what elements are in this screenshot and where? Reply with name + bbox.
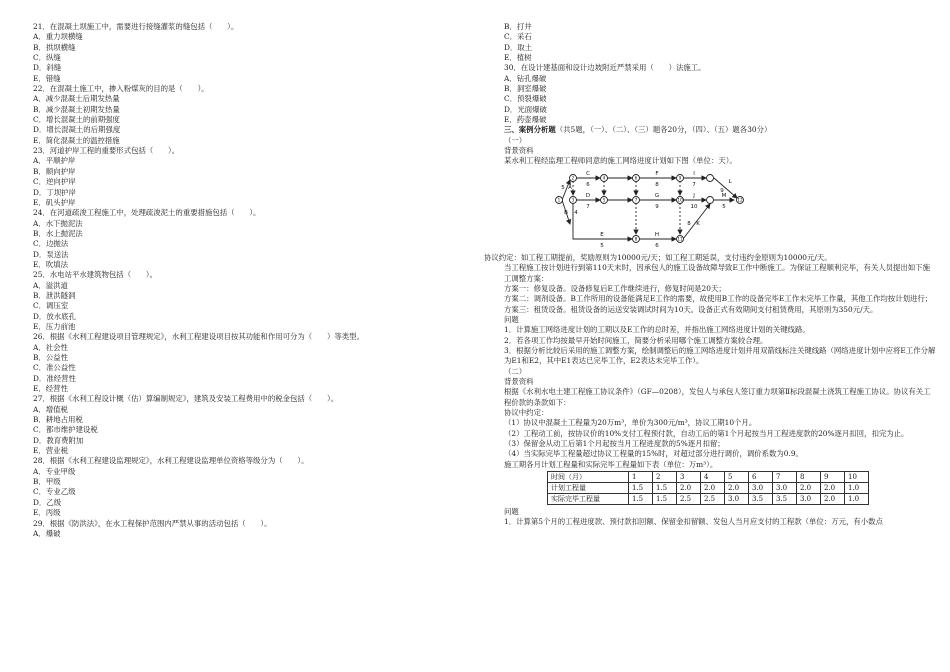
option-text: B．水上抛泥法 — [33, 228, 83, 238]
case-paragraph: 协议约定：如工程工期提前，奖励原则为10000元/天；如工程工期延误，支付违约金原则为10000元/天。 — [484, 252, 832, 262]
case-number: （二） — [504, 366, 527, 376]
activity-label: A — [568, 184, 572, 191]
question-text: 28．根据《水利工程建设监理规定》，水利工程建设监理单位资格等级分为（ ）。 — [33, 456, 309, 466]
node-number: 2 — [571, 175, 575, 181]
node-number: 4 — [602, 175, 606, 181]
option-text: A．爆破 — [33, 528, 61, 538]
option-text: E．压力前池 — [33, 321, 76, 331]
option-text: E．经营性 — [33, 384, 68, 394]
node-number: 7 — [634, 197, 638, 203]
option-text: A．溢洪道 — [33, 280, 68, 290]
option-text: B．打井 — [504, 22, 532, 31]
table-row — [548, 472, 869, 483]
question-text: 30．在设计建基面和设计边坡附近严禁采用（ ）法施工。 — [504, 63, 706, 73]
option-text: C．采石 — [504, 32, 532, 42]
table-cell: 3.0 — [797, 494, 821, 505]
option-text: D．乙级 — [33, 497, 62, 507]
activity-duration: 8 — [687, 220, 691, 227]
table-cell: 3.5 — [773, 494, 797, 505]
table-cell: 9 — [821, 472, 845, 483]
question-text: 27．根据《水利工程设计概（估）算编制规定》，建筑及安装工程费用中的税金包括（ ）。 — [33, 394, 339, 404]
table-cell: 3.0 — [773, 483, 797, 494]
case-paragraph: 方案三：租赁设备。租赁设备的运送安装调试时间为10天。设备正式有效期间支付租赁费用，其原则为350元/天。 — [504, 304, 878, 314]
node-number: 8 — [634, 236, 638, 242]
node-number: 9 — [678, 175, 682, 181]
table-row — [548, 483, 869, 494]
option-text: D．泵送法 — [33, 249, 69, 259]
option-text: A．平顺护岸 — [33, 156, 76, 166]
option-text: A．重力坝横缝 — [33, 32, 83, 42]
activity-label: K — [696, 220, 700, 227]
option-text: D．增长混凝土的后期强度 — [33, 125, 121, 135]
option-text: E．简化混凝土的温控措施 — [33, 135, 120, 145]
table-row — [548, 494, 869, 505]
activity-label: H — [654, 231, 660, 238]
table-cell: 2.0 — [725, 483, 749, 494]
activity-duration: 5 — [561, 184, 565, 191]
activity-duration: 6 — [655, 242, 659, 249]
option-text: B．公益性 — [33, 353, 68, 362]
option-text: A．增值税 — [33, 404, 68, 414]
question-text: 1．计算施工网络进度计划的工期以及E工作的总时差，并指出施工网络进度计划的关键线路。 — [504, 325, 810, 335]
activity-duration: 5 — [600, 242, 604, 249]
option-text: E．错缝 — [33, 73, 61, 83]
option-text: B．甲级 — [33, 477, 61, 487]
table-cell: 2.0 — [821, 483, 845, 494]
questions-label: 问题 — [504, 314, 519, 324]
table-cell: 2 — [653, 472, 677, 483]
case-paragraph: 方案一：修复设备。设备修复后E工作继续进行，修复时间是20天； — [504, 283, 726, 293]
option-text: C．调压室 — [33, 301, 69, 311]
activity-label: J — [693, 192, 695, 199]
table-cell: 1.5 — [653, 494, 677, 505]
table-intro: 施工期各月计划工程量和实际完毕工程量如下表（单位：万m³）。 — [504, 459, 718, 469]
option-text: A．钻孔爆破 — [504, 73, 547, 83]
case-paragraph: 协议中约定： — [504, 407, 549, 417]
node-number: 10 — [677, 197, 683, 203]
question-text: 1．计算第5个月的工程进度款、预付款扣回额、保留金扣留额、发包人当月应支付的工程款（单位：万元，有小数点 — [504, 517, 883, 527]
activity-duration: 6 — [586, 181, 590, 188]
table-cell: 3.5 — [749, 494, 773, 505]
activity-duration: 7 — [692, 181, 696, 188]
table-cell: 1.5 — [653, 483, 677, 494]
node-number: 5 — [602, 197, 606, 203]
activity-label: I — [693, 170, 695, 177]
case-number: （一） — [504, 135, 527, 145]
option-text: C．都市维护建设税 — [33, 425, 98, 435]
table-cell: 2.0 — [821, 494, 845, 505]
question-text: 24．在河道疏浚工程施工中，处理疏浚泥土的重要措施包括（ ）。 — [33, 208, 261, 218]
activity-duration: 4 — [574, 209, 578, 216]
option-text: E．矶头护岸 — [33, 197, 76, 207]
option-text: D．取土 — [504, 42, 533, 52]
question-text: 25．水电站平水建筑物包括（ ）。 — [33, 270, 157, 280]
node-number: 12 — [737, 197, 743, 203]
activity-label: D — [585, 192, 591, 199]
option-text: E．植树 — [504, 53, 532, 63]
activity-label: C — [586, 170, 590, 177]
option-text: D．光面爆破 — [504, 104, 547, 114]
activity-duration: 8 — [655, 181, 659, 188]
option-text: D．教育费附加 — [33, 435, 84, 445]
table-cell: 4 — [701, 472, 725, 483]
option-text: A．减少混凝土后期发热量 — [33, 94, 120, 104]
activity-duration: 5 — [722, 203, 726, 210]
option-text: E．丙级 — [33, 508, 61, 518]
table-cell: 2.0 — [701, 483, 725, 494]
node-number: 11 — [677, 236, 683, 242]
table-cell: 3 — [677, 472, 701, 483]
option-text: C．逆向护岸 — [33, 177, 76, 187]
table-cell: 8 — [797, 472, 821, 483]
activity-label: F — [655, 170, 659, 177]
activity-duration: 9 — [720, 187, 724, 194]
option-text: C．准公益性 — [33, 363, 76, 373]
table-cell: 3.0 — [749, 483, 773, 494]
case-intro: 某水利工程经监理工程师同意的施工网络进度计划如下图（单位：天）。 — [504, 156, 737, 166]
activity-duration: 7 — [586, 203, 590, 210]
table-cell: 1.5 — [629, 483, 653, 494]
table-cell: 6 — [749, 472, 773, 483]
option-text: C．专业乙级 — [33, 487, 76, 497]
option-text: C．纵缝 — [33, 53, 61, 63]
table-cell: 2.5 — [677, 494, 701, 505]
option-text: D．放水底孔 — [33, 311, 76, 321]
table-cell: 1.0 — [845, 483, 869, 494]
activity-label: G — [654, 192, 660, 199]
contract-item: （1）协议中混凝土工程量为20万m³，单价为300元/m³，协议工期10个月。 — [504, 418, 757, 428]
option-text: B．顺向护岸 — [33, 166, 76, 176]
activity-duration: 10 — [690, 203, 698, 210]
table-header: 时间（月） — [548, 472, 629, 483]
activity-label: B — [564, 209, 568, 216]
case-paragraph: 根据《水利水电土建工程施工协议条件》（GF—0208），发包人与承包人签订重力坝第Ⅱ标段混凝土浇筑工程施工协议。协议有关工程价款的条款如下： — [504, 387, 931, 407]
table-cell: 1.5 — [629, 494, 653, 505]
table-row-label: 实际完毕工程量 — [548, 494, 629, 505]
table-cell: 2.5 — [701, 494, 725, 505]
option-text: E．药壶爆破 — [504, 115, 547, 125]
option-text: A．水下抛泥法 — [33, 218, 83, 228]
network-diagram — [554, 169, 754, 251]
table-cell: 2.0 — [677, 483, 701, 494]
quantity-table — [547, 471, 869, 505]
question-text: 2．若各项工作均按最早开始时间施工，简要分析采用哪个施工调整方案较合理。 — [504, 335, 768, 345]
table-cell: 10 — [845, 472, 869, 483]
table-cell: 2.0 — [797, 483, 821, 494]
option-text: E．营业税 — [33, 446, 68, 456]
questions-label: 问题 — [504, 507, 519, 517]
option-text: D．斜缝 — [33, 63, 62, 73]
background-label: 背景资料 — [504, 376, 534, 386]
table-row-label: 计划工程量 — [548, 483, 629, 494]
case-paragraph: 方案二：调剂设备。B工作所用的设备能满足E工作的需要，故使用B工作的设备完毕E工作未完毕工作量，其他工作均按计划进行； — [504, 294, 933, 304]
table-cell: 1.0 — [845, 494, 869, 505]
option-text: A．社会性 — [33, 342, 68, 352]
contract-item: （4）当实际完毕工程量超过协议工程量的15%时，对超过部分进行调价，调价系数为0.9。 — [504, 449, 803, 459]
question-text: 26．根据《水利工程建设项目管理规定》，水利工程建设项目按其功能和作用可分为（ ）等类型。 — [33, 332, 364, 342]
option-text: B．拱坝横缝 — [33, 42, 76, 52]
node-number: 6 — [634, 175, 638, 181]
option-text: C．增长混凝土的前期强度 — [33, 115, 120, 125]
option-text: A．专业甲级 — [33, 466, 76, 476]
option-text: B．耕地占用税 — [33, 415, 83, 425]
option-text: D．准经营性 — [33, 373, 76, 383]
option-text: D．丁坝护岸 — [33, 187, 76, 197]
table-cell: 1 — [629, 472, 653, 483]
table-cell: 7 — [773, 472, 797, 483]
option-text: C．预裂爆破 — [504, 94, 547, 104]
node-number: 3 — [571, 197, 575, 203]
question-text: 23．河道护岸工程的重要形式包括（ ）。 — [33, 146, 180, 156]
question-text: 21．在混凝土坝施工中，需要进行接缝灌浆的缝包括（ ）。 — [33, 22, 239, 31]
section-heading: 三、案例分析题（共5题，（一）、（二）、（三）题各20分，（四）、（五）题各30分） — [504, 125, 772, 135]
option-text: C．边抛法 — [33, 239, 69, 249]
background-label: 背景资料 — [504, 146, 534, 156]
activity-label: E — [600, 231, 604, 238]
question-text: 29．根据《防洪法》，在水工程保护范围内严禁从事的活动包括（ ）。 — [33, 518, 272, 528]
activity-label: L — [728, 178, 732, 185]
option-text: B．减少混凝土初期发热量 — [33, 104, 120, 114]
case-paragraph: 当工程施工按计划进行到第110天末时，因承包人的施工设备故障导致E工作中断施工。为保证工程顺利完毕，有关人员提出如下施工调整方案： — [504, 263, 930, 283]
left-column — [33, 22, 473, 539]
option-text: B．洞室爆破 — [504, 84, 547, 94]
contract-item: （2）工程动工前，按协议价的10%支付工程预付款，自动工后的第1个月起按当月工程进度款的20%逐月扣回，扣完为止。 — [504, 428, 909, 438]
table-cell: 3.0 — [725, 494, 749, 505]
question-text: 22．在混凝土施工中，掺入粉煤灰的目的是（ ）。 — [33, 84, 209, 94]
right-column — [484, 22, 936, 528]
node-number: 1 — [557, 197, 561, 203]
option-text: B．泄洪隧洞 — [33, 290, 76, 300]
contract-item: （3）保留金从动工后第1个月起按当月工程进度款的5%逐月扣留； — [504, 439, 725, 448]
table-cell: 5 — [725, 472, 749, 483]
activity-label: M — [721, 192, 727, 199]
option-text: E．吹填法 — [33, 259, 68, 269]
question-text: 3．根据分析比较后采用的施工调整方案，绘制调整后的施工网络进度计划并用双箭线标注关键线路（网络进度计划中应将E工作分解为E1和E2，其中E1表达已完毕工作，E2表达未完毕工作）。 — [504, 345, 936, 366]
activity-duration: 9 — [655, 203, 659, 210]
